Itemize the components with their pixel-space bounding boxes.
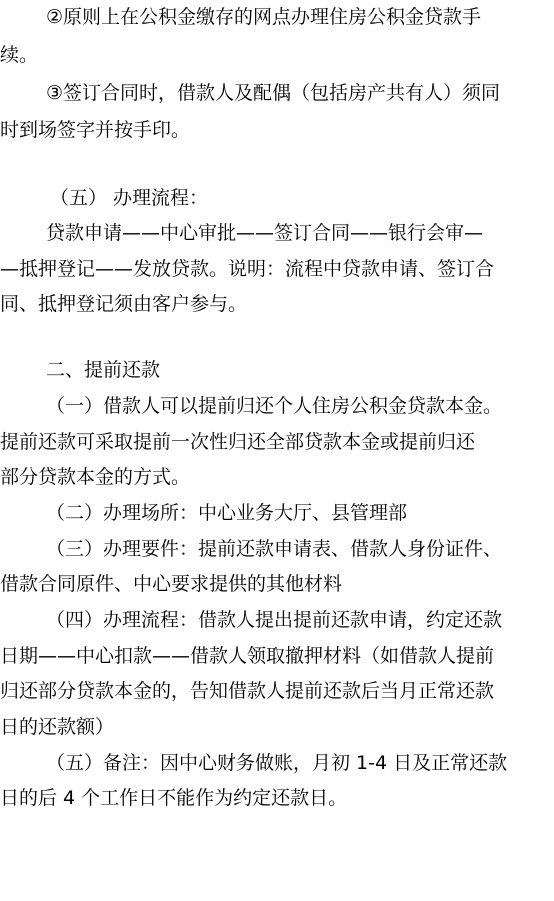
paragraph-line: 归还部分贷款本金的，告知借款人提前还款后当月正常还款 — [0, 680, 495, 702]
paragraph-line: （一）借款人可以提前归还个人住房公积金贷款本金。 — [46, 395, 503, 417]
paragraph-line: 同、抵押登记须由客户参与。 — [0, 293, 248, 315]
paragraph-line: （四）办理流程：借款人提出提前还款申请，约定还款 — [46, 609, 503, 631]
section-title: 二、提前还款 — [46, 359, 161, 381]
paragraph-line: （三）办理要件：提前还款申请表、借款人身份证件、 — [46, 538, 503, 560]
paragraph-line: 日期——中心扣款——借款人领取撤押材料（如借款人提前 — [0, 645, 495, 667]
paragraph-line: —抵押登记——发放贷款。说明：流程中贷款申请、签订合 — [0, 258, 495, 280]
paragraph-line: （五）备注：因中心财务做账，月初 1-4 日及正常还款 — [46, 752, 508, 774]
paragraph-line: 借款合同原件、中心要求提供的其他材料 — [0, 573, 343, 595]
paragraph-line: 日的还款额） — [0, 716, 115, 738]
paragraph-line: 续。 — [0, 44, 39, 66]
paragraph-line: 提前还款可采取提前一次性归还全部贷款本金或提前归还 — [0, 431, 476, 453]
section-heading: （五） 办理流程： — [50, 187, 209, 209]
paragraph-line: ②原则上在公积金缴存的网点办理住房公积金贷款手 — [46, 6, 482, 28]
paragraph-line: ③签订合同时，借款人及配偶（包括房产共有人）须同 — [46, 82, 501, 104]
paragraph-line: 时到场签字并按手印。 — [0, 119, 191, 141]
paragraph-line: 部分贷款本金的方式。 — [0, 466, 191, 488]
paragraph-line: （二）办理场所：中心业务大厅、县管理部 — [46, 502, 408, 524]
paragraph-line: 日的后 4 个工作日不能作为约定还款日。 — [0, 787, 348, 809]
paragraph-line: 贷款申请——中心审批——签订合同——银行会审— — [46, 222, 484, 244]
